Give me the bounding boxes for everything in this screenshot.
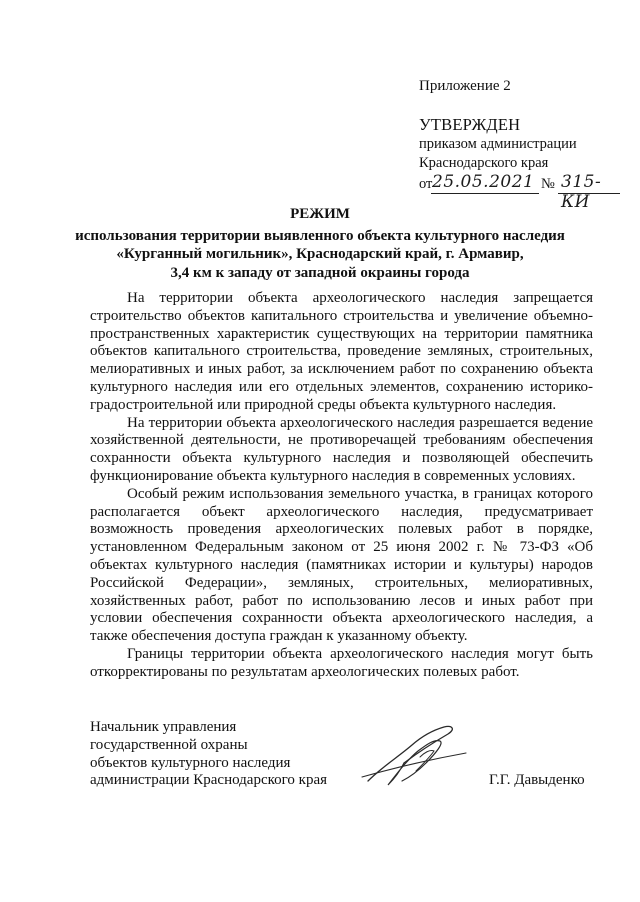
handwritten-number: 315-КИ <box>561 172 602 212</box>
approval-block <box>419 115 624 212</box>
title-line-3: 3,4 км к западу от западной окраины города <box>170 264 470 281</box>
body-text <box>90 290 593 682</box>
number-sign: № <box>541 176 555 192</box>
title-line-1: использования территории выявленного объекта культурного наследия <box>75 227 565 244</box>
paragraph-boundaries: Границы территории объекта археологического наследия могут быть откорректированы по результатам археологических полевых работ. <box>90 645 593 680</box>
signatory-line-3: объектов культурного наследия <box>90 754 291 771</box>
number-underline <box>558 193 620 194</box>
signatory-position <box>90 719 327 790</box>
title-line-2: «Курганный могильник», Краснодарский край, г. Армавир, <box>116 246 524 262</box>
appendix-label: Приложение 2 <box>419 78 511 94</box>
paragraph-permissions: На территории объекта археологического наследия разрешается ведение хозяйственной деятельности, не противоречащей требованиям обеспечения сохранности объекта культурного наследия и позволяющей обеспечить функционирование объекта культурного наследия в современных условиях. <box>90 414 593 484</box>
paragraph-prohibitions: На территории объекта археологического наследия запрещается строительство объектов капитального строительства и увеличение объемно-пространственных характеристик существующих на территории памятника объектов капитального строительства, проведение земляных, строительных, мелиоративных и иных работ, за исключением работ по сохранению объекта культурного наследия или его отдельных элементов, сохранению историко-градостроительной или природной среды объекта культурного наследия. <box>90 290 593 413</box>
paragraph-special-regime: Особый режим использования земельного участка, в границах которого располагается объект археологического наследия, предусматривает возможность проведения археологических полевых работ в порядке, установленном Федеральным законом от 25 июня 2002 г. № 73-ФЗ «Об объектах культурного наследия (памятниках истории и культуры) народов Российской Федерации», земляных, строительных, мелиоративных, хозяйственных работ, работ по использованию лесов и иных работ при условии обеспечения сохранности объекта археологического наследия, а также обеспечения доступа граждан к указанному объекту. <box>90 485 593 645</box>
handwritten-date: 25.05.2021 <box>432 172 535 192</box>
title-main: РЕЖИМ <box>290 206 350 222</box>
signatory-line-4: администрации Краснодарского края <box>90 772 328 789</box>
approval-date-row <box>419 172 624 212</box>
approval-line-2: Краснодарского края <box>419 155 549 171</box>
signatory-line-1: Начальник управления <box>90 719 237 735</box>
approval-stamp: УТВЕРЖДЕН <box>419 115 521 134</box>
date-prefix: от <box>419 176 433 192</box>
signatory-name: Г.Г. Давыденко <box>489 772 585 788</box>
document-title <box>60 205 580 282</box>
date-underline <box>431 193 539 194</box>
signatory-line-2: государственной охраны <box>90 736 248 753</box>
handwritten-signature <box>360 723 470 793</box>
approval-line-1: приказом администрации <box>419 136 577 152</box>
